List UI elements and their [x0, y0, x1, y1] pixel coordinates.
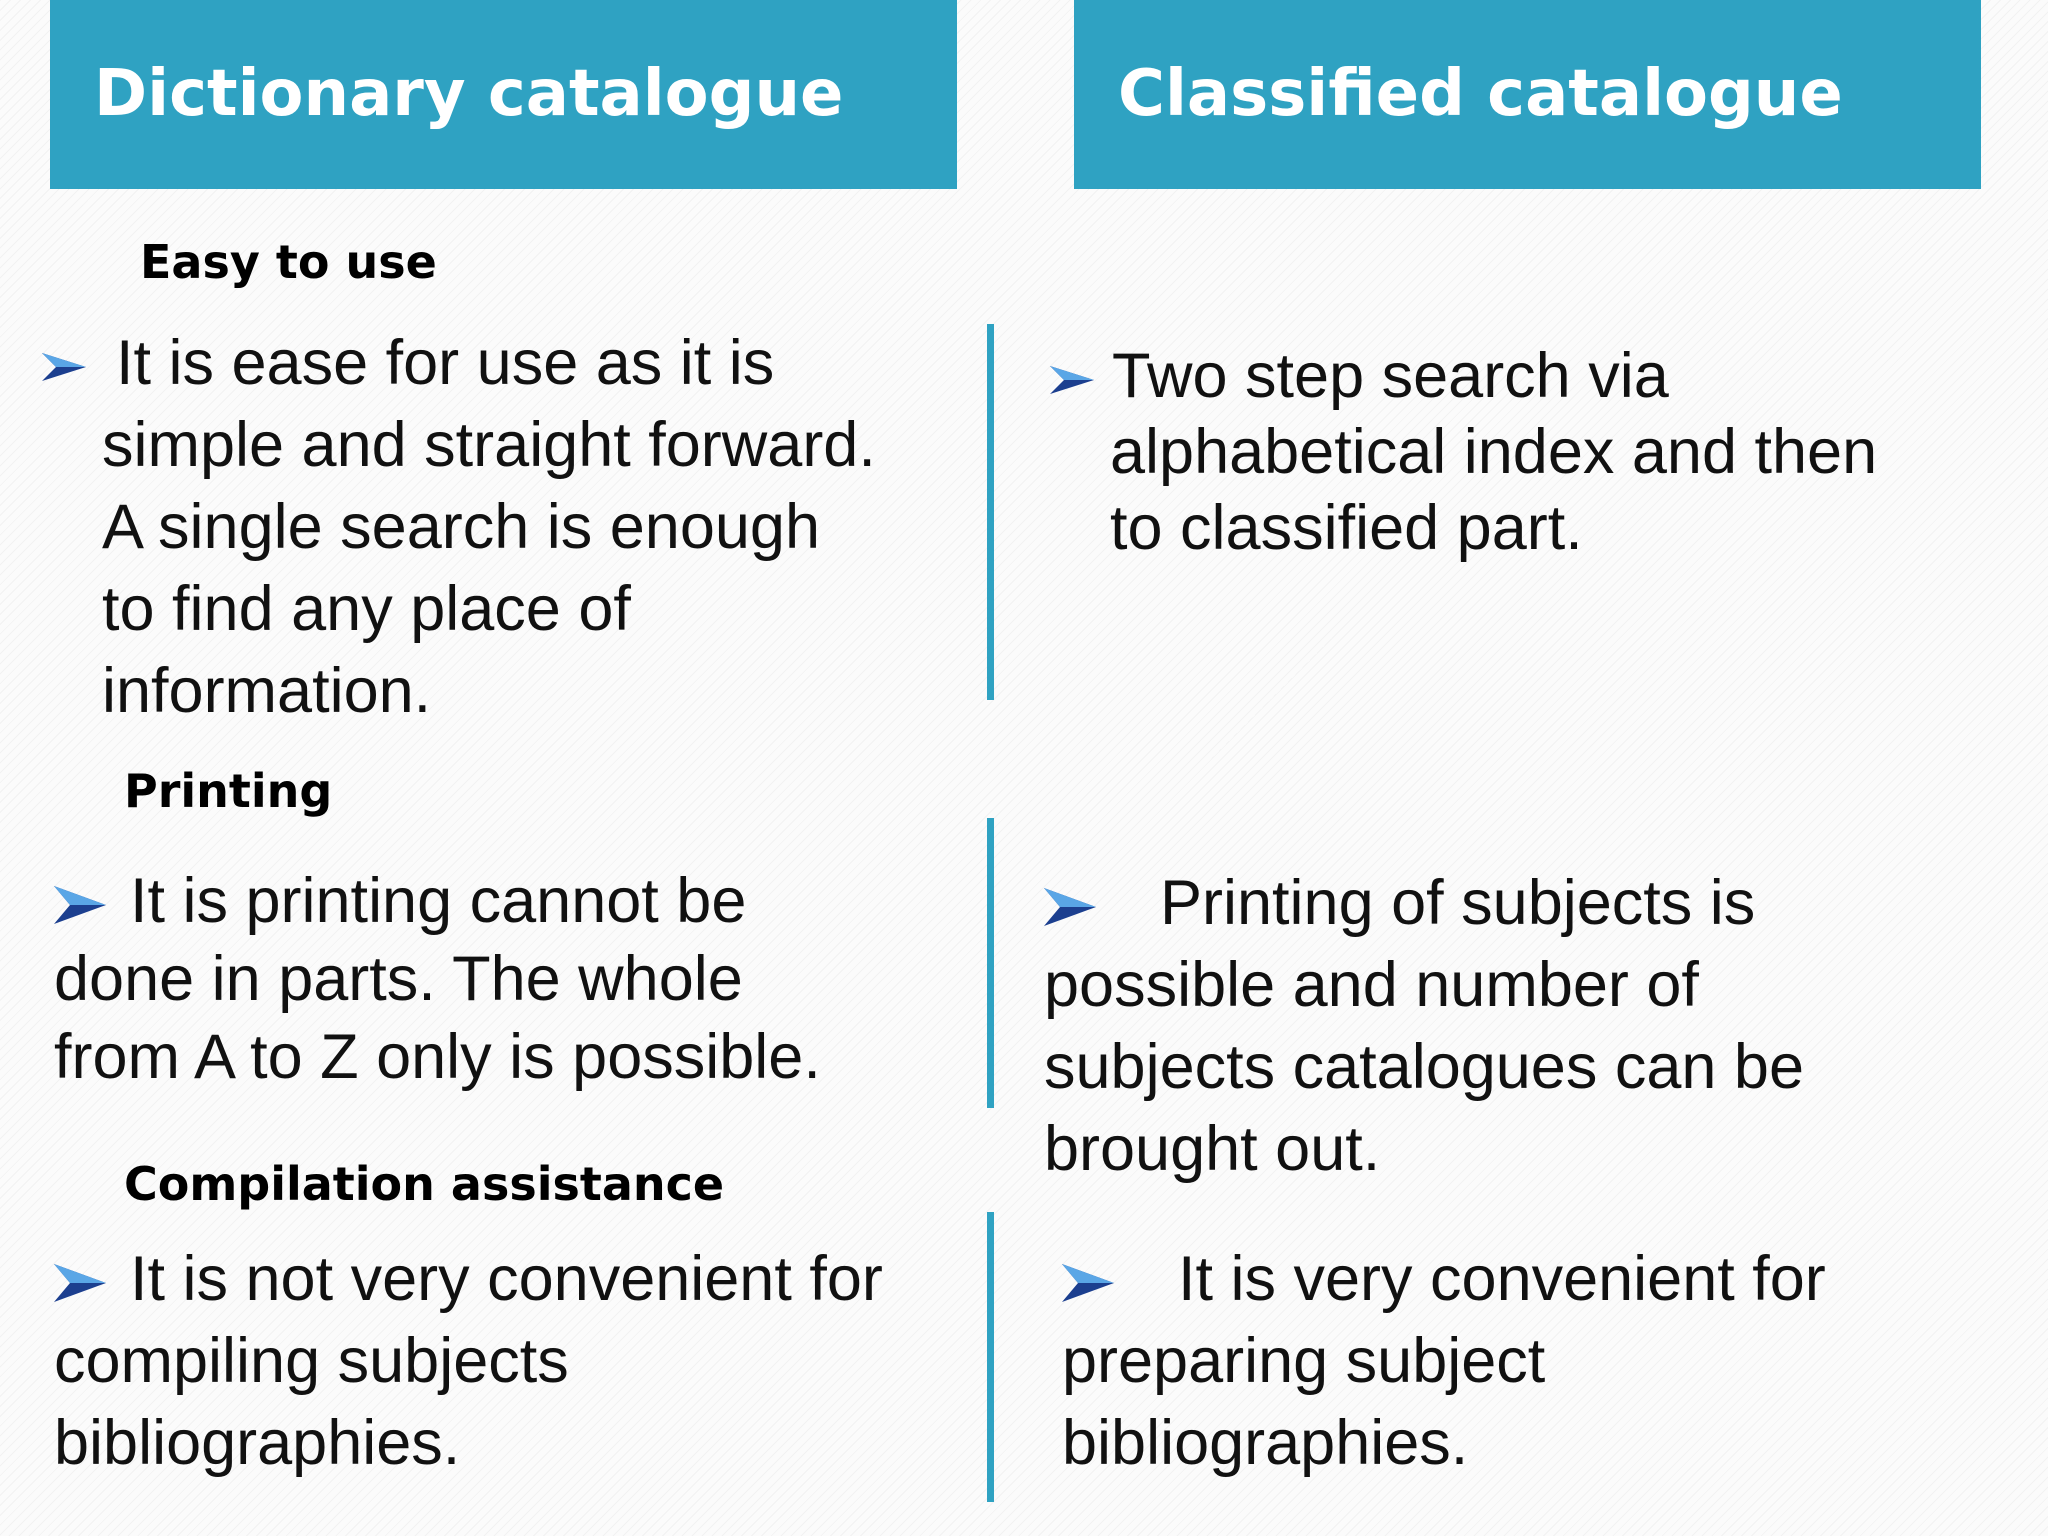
text-line: It is very convenient for: [1178, 1244, 1826, 1314]
column-divider: [987, 818, 994, 1108]
text-line: bibliographies.: [1062, 1408, 1469, 1478]
text-line: A single search is enough: [102, 492, 820, 562]
dictionary-printing-text: [54, 862, 954, 1096]
text-line: Printing of subjects is: [1160, 868, 1756, 938]
text-line: alphabetical index and then: [1110, 417, 1878, 487]
text-line: It is not very convenient for: [130, 1244, 883, 1314]
arrow-bullet-icon: [54, 1260, 106, 1306]
text-line: done in parts. The whole: [54, 944, 743, 1014]
classified-printing-text: [1044, 862, 2004, 1190]
text-line: compiling subjects: [54, 1326, 569, 1396]
arrow-bullet-icon: [54, 882, 106, 928]
arrow-bullet-icon: [42, 349, 86, 385]
classified-catalogue-header: Classified catalogue: [1074, 0, 1981, 189]
text-line: possible and number of: [1044, 950, 1699, 1020]
dictionary-easy-to-use-text: [102, 322, 962, 732]
arrow-bullet-icon: [1062, 1260, 1114, 1306]
section-title-printing: Printing: [124, 764, 333, 818]
text-line: subjects catalogues can be: [1044, 1032, 1804, 1102]
dictionary-compilation-text: [54, 1238, 974, 1484]
arrow-bullet-icon: [1050, 362, 1094, 398]
text-line: Two step search via: [1112, 341, 1669, 411]
column-divider: [987, 324, 994, 700]
text-line: to find any place of: [102, 574, 631, 644]
text-line: It is ease for use as it is: [116, 328, 775, 398]
column-divider: [987, 1212, 994, 1502]
classified-easy-to-use-text: [1110, 338, 2010, 566]
section-title-compilation-assistance: Compilation assistance: [124, 1157, 725, 1211]
text-line: to classified part.: [1110, 493, 1583, 563]
arrow-bullet-icon: [1044, 884, 1096, 930]
text-line: simple and straight forward.: [102, 410, 876, 480]
text-line: brought out.: [1044, 1114, 1381, 1184]
text-line: information.: [102, 656, 432, 726]
classified-compilation-text: [1062, 1238, 2002, 1484]
text-line: from A to Z only is possible.: [54, 1022, 821, 1092]
text-line: It is printing cannot be: [130, 866, 747, 936]
section-title-easy-to-use: Easy to use: [140, 235, 437, 289]
text-line: bibliographies.: [54, 1408, 461, 1478]
dictionary-catalogue-header: Dictionary catalogue: [50, 0, 957, 189]
text-line: preparing subject: [1062, 1326, 1546, 1396]
